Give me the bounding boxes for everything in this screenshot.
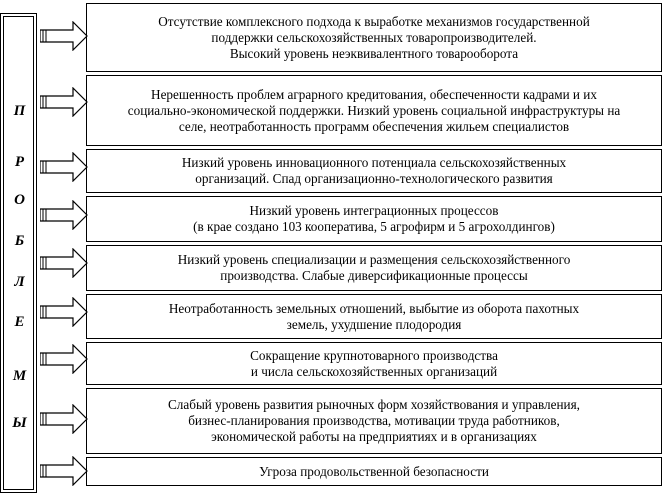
problem-text: Низкий уровень интеграционных процессов (в крае создано 103 кооператива, 5 агрофирм и 5 агрохолдингов) [193, 203, 555, 234]
arrow-icon [40, 152, 88, 182]
arrow-icon [40, 456, 88, 486]
problem-box [86, 457, 662, 486]
problem-text: Нерешенность проблем аграрного кредитования, обеспеченности кадрами и их социально-экономической поддержки. Низкий уровень социальной инфраструктуры на селе, неотработанность программ обеспечения жильем специалистов [127, 86, 621, 134]
side-letter: Л [14, 274, 25, 290]
arrow-icon [40, 404, 88, 434]
problem-text: Сокращение крупнотоварного производства и числа сельскохозяйственных организаций [250, 347, 498, 379]
problem-box [86, 196, 662, 242]
problem-text: Низкий уровень специализации и размещения сельскохозяйственного производства. Слабые диверсификационные процессы [177, 252, 571, 283]
arrow-icon [40, 248, 88, 278]
side-letter: М [12, 368, 27, 384]
side-letter: О [14, 192, 25, 208]
side-letter: Р [14, 154, 25, 170]
problem-box [86, 388, 662, 454]
arrow-icon [40, 21, 88, 51]
problem-text: Угроза продовольственной безопасности [259, 463, 489, 479]
arrow-icon [40, 200, 88, 230]
arrow-icon [40, 344, 88, 374]
problem-text: Неотработанность земельных отношений, выбытие из оборота пахотных земель, ухудшение плодородия [168, 300, 580, 332]
problem-text: Отсутствие комплексного подхода к выработке механизмов государственной поддержки сельскохозяйственных товаропроизводителей. Высокий уровень неэквивалентного товарооборота [158, 13, 590, 61]
arrow-icon [40, 297, 88, 327]
problems-vertical-label [3, 16, 34, 490]
problem-box [86, 245, 662, 291]
side-letter: Е [14, 314, 25, 330]
side-letter: Ы [12, 415, 27, 431]
arrow-icon [40, 87, 88, 117]
side-letter: П [13, 103, 26, 119]
problem-text: Низкий уровень инновационного потенциала сельскохозяйственных организаций. Спад организационно-технологического развития [181, 155, 567, 186]
side-letter: Б [14, 233, 25, 249]
problem-box [86, 149, 662, 193]
problem-text: Слабый уровень развития рыночных форм хозяйствования и управления, бизнес-планирования производства, мотивации труда работников, экономической работы на предприятиях и в организациях [168, 397, 580, 444]
problem-box [86, 294, 662, 339]
problem-box [86, 75, 662, 146]
problem-box [86, 3, 662, 72]
problem-box [86, 342, 662, 385]
